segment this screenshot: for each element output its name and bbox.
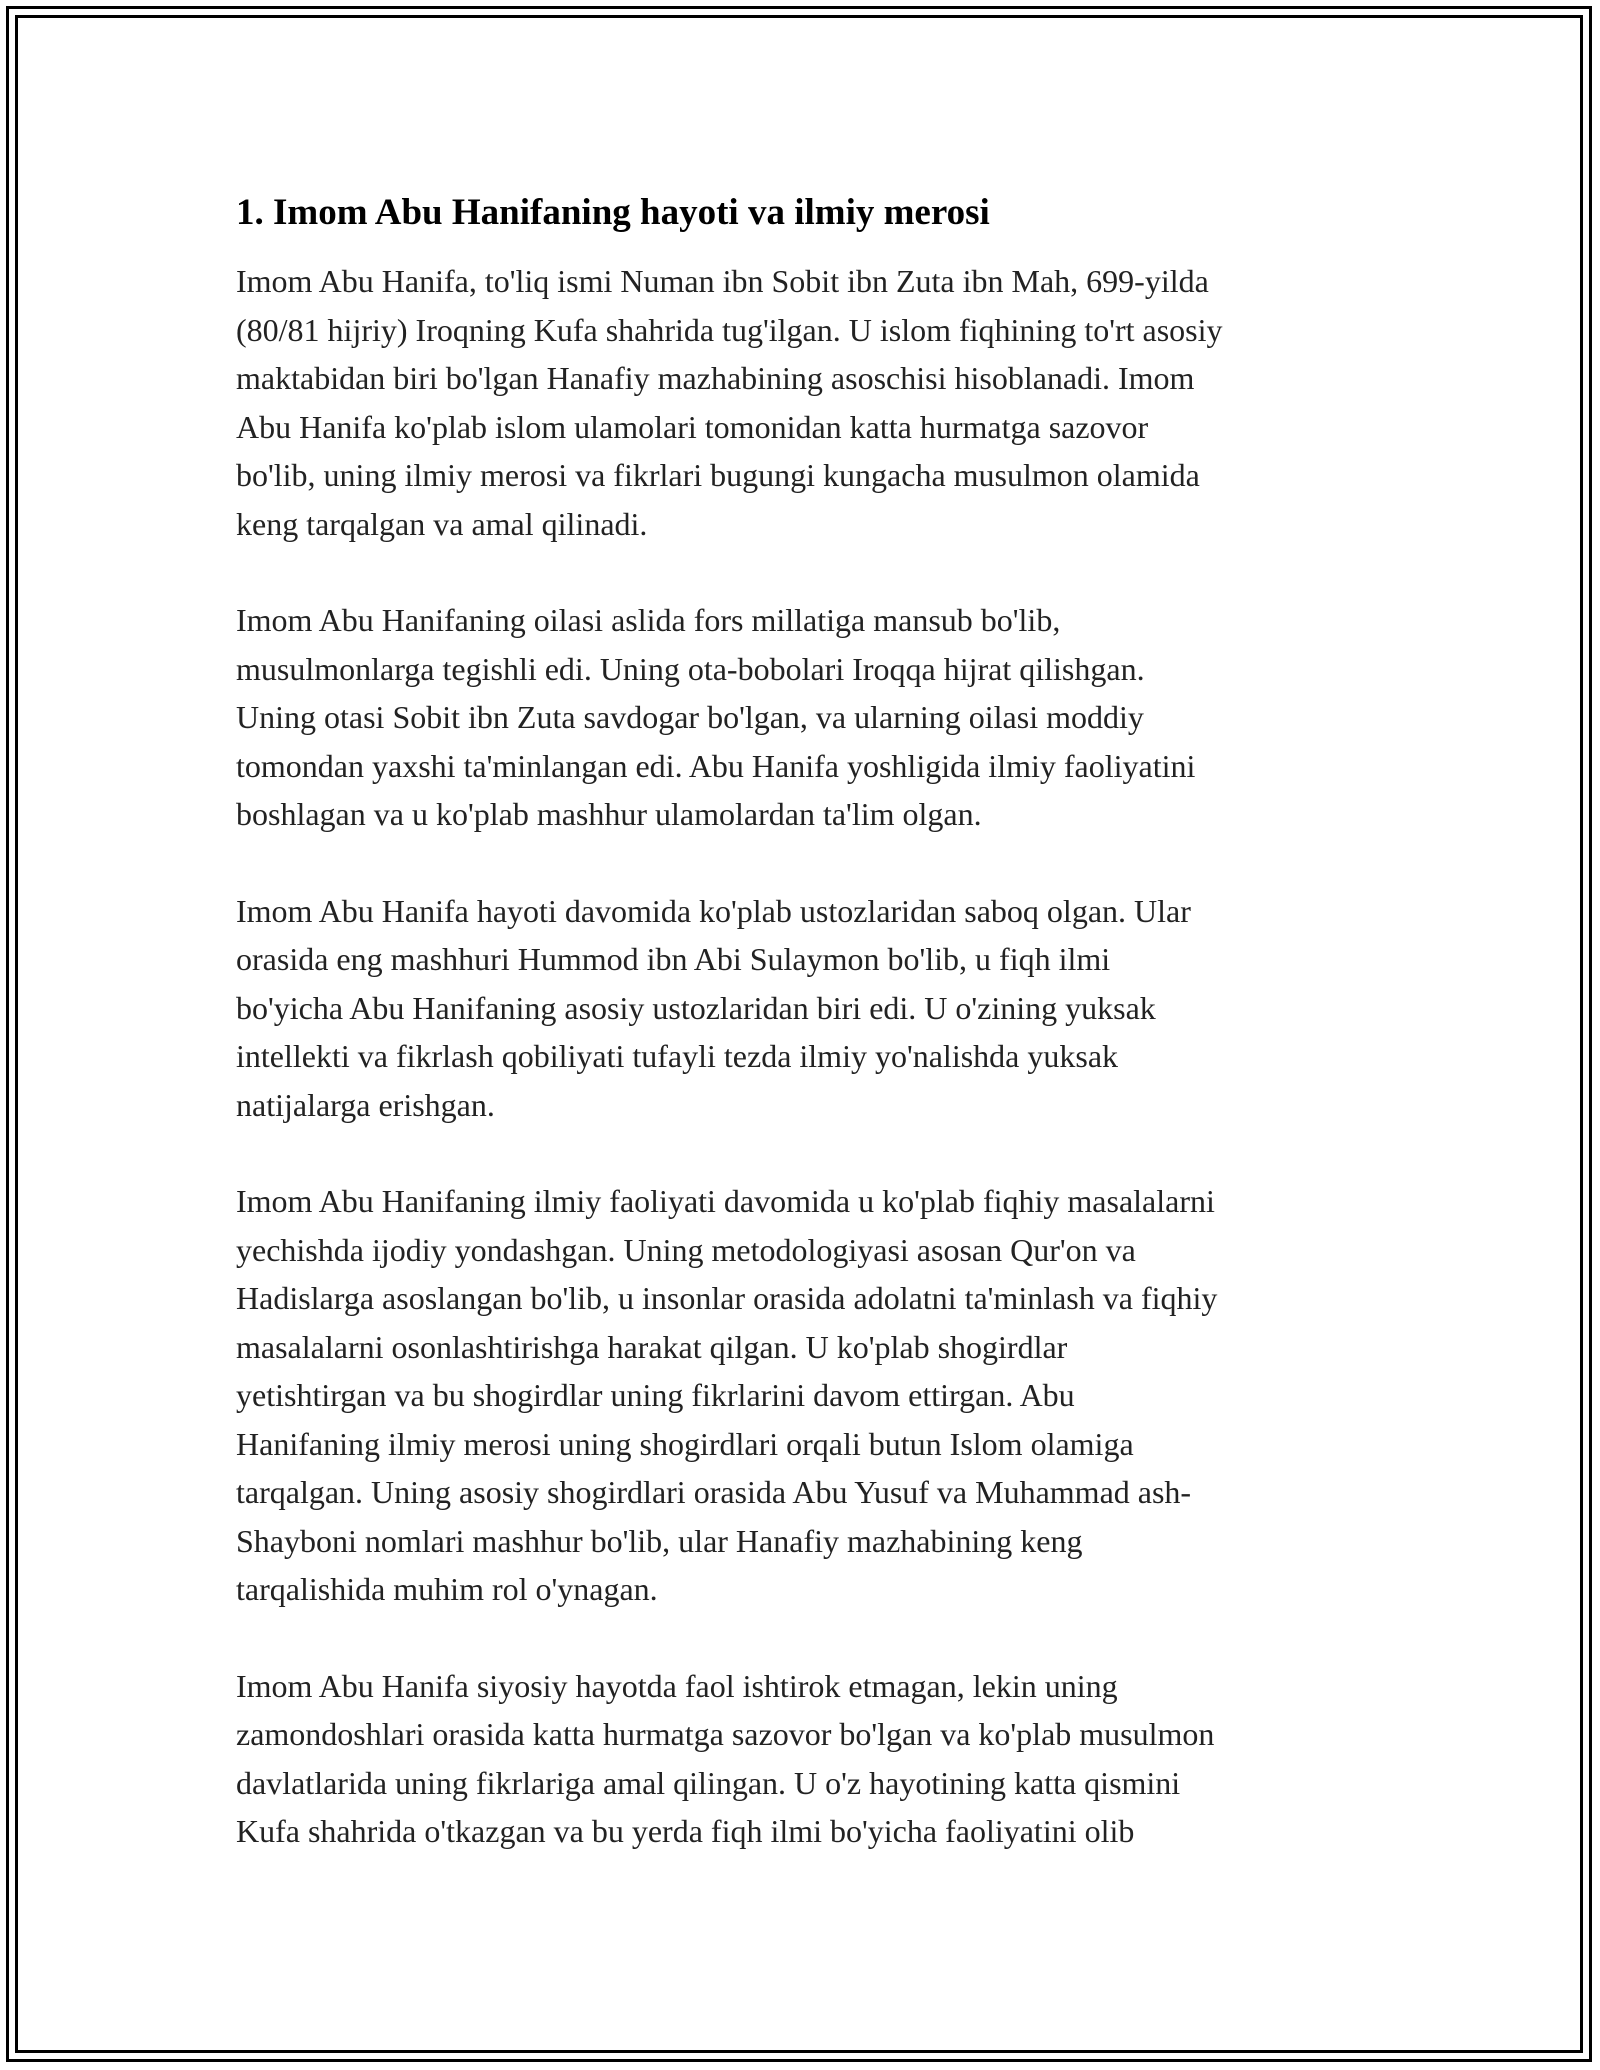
text-line: davlatlarida uning fikrlariga amal qilingan. U o'z hayotining katta qismini bbox=[236, 1764, 1181, 1801]
text-line: bo'yicha Abu Hanifaning asosiy ustozlaridan biri edi. U o'zining yuksak bbox=[236, 989, 1156, 1026]
text-line: Imom Abu Hanifaning ilmiy faoliyati davomida u ko'plab fiqhiy masalalarni bbox=[236, 1183, 1215, 1219]
text-line: musulmonlarga tegishli edi. Uning ota-bobolari Iroqqa hijrat qilishgan. bbox=[236, 650, 1145, 687]
text-line: Hadislarga asoslangan bo'lib, u insonlar orasida adolatni ta'minlash va fiqhiy bbox=[236, 1280, 1218, 1316]
document-body bbox=[236, 187, 1376, 1904]
text-line: zamondoshlari orasida katta hurmatga sazovor bo'lgan va ko'plab musulmon bbox=[236, 1716, 1215, 1752]
text-line: boshlagan va u ko'plab mashhur ulamolardan ta'lim olgan. bbox=[236, 796, 982, 832]
paragraph-1 bbox=[236, 257, 1376, 548]
text-line: (80/81 hijriy) Iroqning Kufa shahrida tug'ilgan. U islom fiqhining to'rt asosiy bbox=[236, 311, 1223, 348]
text-line: natijalarga erishgan. bbox=[236, 1086, 495, 1123]
section-heading: 1. Imom Abu Hanifaning hayoti va ilmiy merosi bbox=[236, 192, 990, 233]
text-line: Uning otasi Sobit ibn Zuta savdogar bo'lgan, va ularning oilasi moddiy bbox=[236, 699, 1144, 735]
text-line: orasida eng mashhuri Hummod ibn Abi Sulaymon bo'lib, u fiqh ilmi bbox=[236, 941, 1111, 977]
text-line: Imom Abu Hanifa hayoti davomida ko'plab ustozlaridan saboq olgan. Ular bbox=[236, 892, 1191, 929]
text-line: Imom Abu Hanifa siyosiy hayotda faol ishtirok etmagan, lekin uning bbox=[236, 1667, 1118, 1704]
text-line: tarqalgan. Uning asosiy shogirdlari orasida Abu Yusuf va Muhammad ash- bbox=[236, 1474, 1192, 1510]
text-line: bo'lib, uning ilmiy merosi va fikrlari bugungi kungacha musulmon olamida bbox=[236, 457, 1200, 493]
text-line: masalalarni osonlashtirishga harakat qilgan. U ko'plab shogirdlar bbox=[236, 1328, 1068, 1365]
paragraph-5 bbox=[236, 1662, 1376, 1856]
text-line: maktabidan biri bo'lgan Hanafiy mazhabining asoschisi hisoblanadi. Imom bbox=[236, 360, 1195, 396]
text-line: yechishda ijodiy yondashgan. Uning metodologiyasi asosan Qur'on va bbox=[236, 1231, 1136, 1268]
text-line: Abu Hanifa ko'plab islom ulamolari tomonidan katta hurmatga sazovor bbox=[236, 408, 1149, 445]
text-line: Imom Abu Hanifa, to'liq ismi Numan ibn Sobit ibn Zuta ibn Mah, 699-yilda bbox=[236, 263, 1209, 299]
text-line: tomondan yaxshi ta'minlangan edi. Abu Hanifa yoshligida ilmiy faoliyatini bbox=[236, 747, 1196, 784]
paragraph-4 bbox=[236, 1177, 1376, 1614]
text-line: yetishtirgan va bu shogirdlar uning fikrlarini davom ettirgan. Abu bbox=[236, 1377, 1075, 1413]
text-line: tarqalishida muhim rol o'ynagan. bbox=[236, 1571, 658, 1607]
text-line: keng tarqalgan va amal qilinadi. bbox=[236, 505, 648, 542]
text-line: Shayboni nomlari mashhur bo'lib, ular Hanafiy mazhabining keng bbox=[236, 1522, 1083, 1559]
paragraph-2 bbox=[236, 596, 1376, 839]
text-line: Kufa shahrida o'tkazgan va bu yerda fiqh ilmi bo'yicha faoliyatini olib bbox=[236, 1813, 1135, 1849]
text-line: Imom Abu Hanifaning oilasi aslida fors millatiga mansub bo'lib, bbox=[236, 602, 1061, 638]
text-line: intellekti va fikrlash qobiliyati tufayli tezda ilmiy yo'nalishda yuksak bbox=[236, 1038, 1119, 1074]
text-line: Hanifaning ilmiy merosi uning shogirdlari orqali butun Islom olamiga bbox=[236, 1425, 1134, 1462]
paragraph-3 bbox=[236, 887, 1376, 1130]
